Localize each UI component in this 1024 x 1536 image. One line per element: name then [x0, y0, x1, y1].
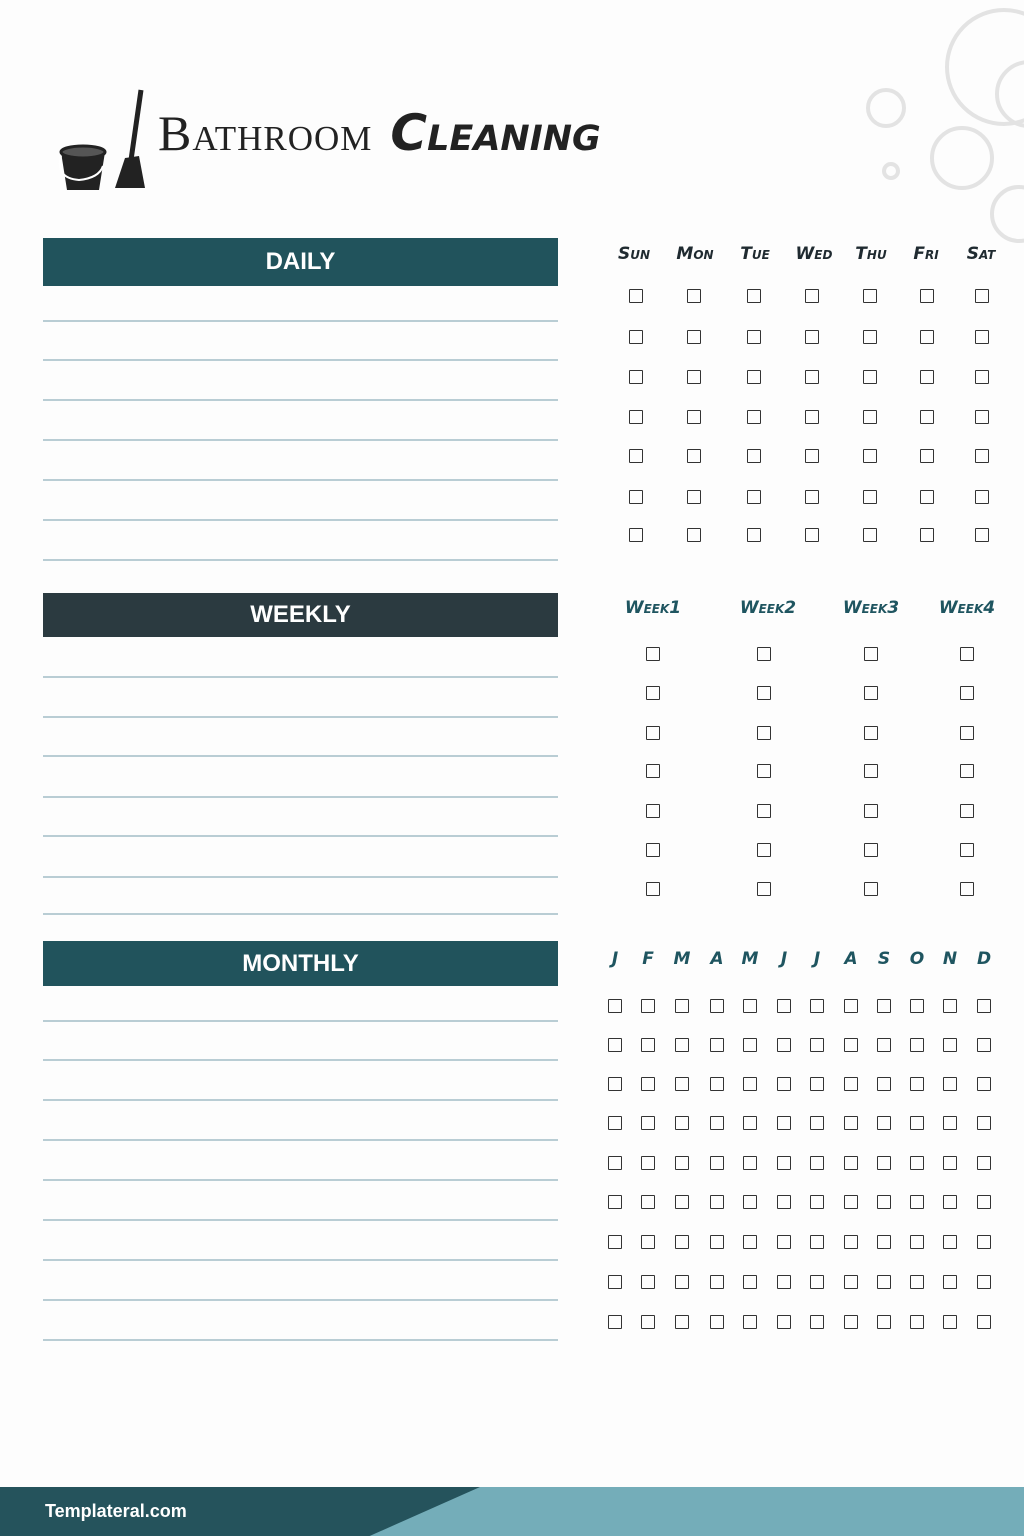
month-checkbox[interactable] [641, 1195, 655, 1209]
month-checkbox[interactable] [608, 1275, 622, 1289]
month-checkbox[interactable] [777, 1195, 791, 1209]
month-checkbox[interactable] [608, 1077, 622, 1091]
month-label: A [710, 949, 724, 969]
writing-line [43, 1139, 558, 1141]
month-checkbox[interactable] [810, 1038, 824, 1052]
month-label: M [741, 949, 759, 969]
day-checkbox[interactable] [805, 490, 819, 504]
month-checkbox[interactable] [743, 1315, 757, 1329]
month-checkbox[interactable] [743, 1235, 757, 1249]
month-checkbox[interactable] [743, 1116, 757, 1130]
writing-line [43, 1339, 558, 1341]
week-checkbox[interactable] [757, 764, 771, 778]
week-checkbox[interactable] [646, 686, 660, 700]
month-checkbox[interactable] [844, 1235, 858, 1249]
month-checkbox[interactable] [943, 999, 957, 1013]
writing-line [43, 796, 558, 798]
month-checkbox[interactable] [641, 1038, 655, 1052]
month-checkbox[interactable] [977, 1156, 991, 1170]
footer-site: Templateral.com [45, 1501, 187, 1521]
week-checkbox[interactable] [960, 804, 974, 818]
writing-line [43, 359, 558, 361]
month-checkbox[interactable] [743, 1038, 757, 1052]
day-checkbox[interactable] [747, 449, 761, 463]
month-checkbox[interactable] [675, 1275, 689, 1289]
month-checkbox[interactable] [608, 1315, 622, 1329]
week-label: Week4 [938, 598, 996, 618]
month-label: J [611, 949, 619, 969]
month-checkbox[interactable] [943, 1315, 957, 1329]
day-checkbox[interactable] [863, 289, 877, 303]
writing-line [43, 1020, 558, 1022]
month-checkbox[interactable] [977, 1315, 991, 1329]
month-checkbox[interactable] [810, 999, 824, 1013]
day-checkbox[interactable] [920, 449, 934, 463]
month-checkbox[interactable] [844, 1315, 858, 1329]
writing-line [43, 479, 558, 481]
day-checkbox[interactable] [975, 528, 989, 542]
title-part-1: Bathroom [158, 105, 373, 161]
day-checkbox[interactable] [687, 528, 701, 542]
month-checkbox[interactable] [977, 1116, 991, 1130]
day-checkbox[interactable] [747, 330, 761, 344]
month-checkbox[interactable] [910, 1077, 924, 1091]
week-checkbox[interactable] [757, 726, 771, 740]
day-checkbox[interactable] [629, 449, 643, 463]
writing-line [43, 399, 558, 401]
week-checkbox[interactable] [646, 647, 660, 661]
month-checkbox[interactable] [810, 1116, 824, 1130]
week-checkbox[interactable] [646, 843, 660, 857]
month-checkbox[interactable] [877, 1235, 891, 1249]
month-checkbox[interactable] [810, 1235, 824, 1249]
writing-line [43, 439, 558, 441]
month-checkbox[interactable] [844, 1275, 858, 1289]
week-checkbox[interactable] [757, 804, 771, 818]
week-label: Week1 [624, 598, 682, 618]
month-checkbox[interactable] [675, 1077, 689, 1091]
month-checkbox[interactable] [608, 1156, 622, 1170]
day-checkbox[interactable] [629, 528, 643, 542]
month-checkbox[interactable] [675, 1116, 689, 1130]
day-checkbox[interactable] [920, 330, 934, 344]
month-checkbox[interactable] [877, 1315, 891, 1329]
month-checkbox[interactable] [910, 1156, 924, 1170]
month-checkbox[interactable] [943, 1235, 957, 1249]
month-checkbox[interactable] [777, 1275, 791, 1289]
day-checkbox[interactable] [629, 490, 643, 504]
month-checkbox[interactable] [675, 1315, 689, 1329]
month-checkbox[interactable] [743, 999, 757, 1013]
month-checkbox[interactable] [710, 1315, 724, 1329]
week-checkbox[interactable] [646, 882, 660, 896]
writing-line [43, 1299, 558, 1301]
month-checkbox[interactable] [675, 1038, 689, 1052]
month-checkbox[interactable] [777, 1116, 791, 1130]
month-checkbox[interactable] [641, 1077, 655, 1091]
day-checkbox[interactable] [687, 410, 701, 424]
month-checkbox[interactable] [943, 1195, 957, 1209]
week-checkbox[interactable] [960, 647, 974, 661]
month-checkbox[interactable] [977, 1275, 991, 1289]
month-checkbox[interactable] [977, 1077, 991, 1091]
day-checkbox[interactable] [920, 370, 934, 384]
month-checkbox[interactable] [777, 1156, 791, 1170]
month-checkbox[interactable] [710, 999, 724, 1013]
day-checkbox[interactable] [920, 289, 934, 303]
month-checkbox[interactable] [810, 1275, 824, 1289]
month-checkbox[interactable] [910, 1315, 924, 1329]
month-checkbox[interactable] [943, 1038, 957, 1052]
month-checkbox[interactable] [844, 1038, 858, 1052]
month-label: A [844, 949, 858, 969]
week-checkbox[interactable] [864, 764, 878, 778]
writing-line [43, 1219, 558, 1221]
day-checkbox[interactable] [687, 289, 701, 303]
month-checkbox[interactable] [710, 1077, 724, 1091]
day-label: Mon [676, 244, 714, 264]
week-checkbox[interactable] [757, 647, 771, 661]
day-checkbox[interactable] [629, 289, 643, 303]
day-checkbox[interactable] [863, 330, 877, 344]
month-label: D [976, 949, 992, 969]
day-checkbox[interactable] [805, 289, 819, 303]
monthly-header: MONTHLY [43, 941, 558, 986]
writing-line [43, 755, 558, 757]
week-checkbox[interactable] [864, 686, 878, 700]
month-checkbox[interactable] [844, 1195, 858, 1209]
week-checkbox[interactable] [757, 686, 771, 700]
writing-line [43, 676, 558, 678]
footer [0, 1487, 1024, 1536]
month-checkbox[interactable] [608, 1116, 622, 1130]
writing-line [43, 1179, 558, 1181]
month-checkbox[interactable] [641, 1156, 655, 1170]
month-checkbox[interactable] [910, 1275, 924, 1289]
month-checkbox[interactable] [641, 1275, 655, 1289]
month-checkbox[interactable] [743, 1195, 757, 1209]
month-checkbox[interactable] [641, 1315, 655, 1329]
writing-line [43, 559, 558, 561]
day-checkbox[interactable] [747, 490, 761, 504]
day-checkbox[interactable] [975, 449, 989, 463]
month-checkbox[interactable] [777, 999, 791, 1013]
month-checkbox[interactable] [810, 1077, 824, 1091]
month-checkbox[interactable] [877, 999, 891, 1013]
month-checkbox[interactable] [777, 1315, 791, 1329]
month-checkbox[interactable] [877, 1038, 891, 1052]
month-checkbox[interactable] [877, 1195, 891, 1209]
week-checkbox[interactable] [960, 686, 974, 700]
month-checkbox[interactable] [910, 1195, 924, 1209]
month-label: N [942, 949, 958, 969]
month-checkbox[interactable] [810, 1315, 824, 1329]
day-checkbox[interactable] [805, 330, 819, 344]
month-checkbox[interactable] [844, 1116, 858, 1130]
day-checkbox[interactable] [747, 410, 761, 424]
week-checkbox[interactable] [960, 764, 974, 778]
week-label: Week2 [739, 598, 797, 618]
day-checkbox[interactable] [863, 449, 877, 463]
month-checkbox[interactable] [844, 999, 858, 1013]
day-checkbox[interactable] [747, 289, 761, 303]
month-checkbox[interactable] [675, 1235, 689, 1249]
month-checkbox[interactable] [943, 1077, 957, 1091]
week-checkbox[interactable] [864, 882, 878, 896]
month-checkbox[interactable] [810, 1195, 824, 1209]
month-checkbox[interactable] [675, 999, 689, 1013]
day-checkbox[interactable] [975, 490, 989, 504]
day-label: Tue [740, 244, 770, 264]
day-label: Fri [913, 244, 939, 264]
month-checkbox[interactable] [710, 1195, 724, 1209]
month-checkbox[interactable] [608, 1235, 622, 1249]
month-checkbox[interactable] [743, 1077, 757, 1091]
month-label: O [909, 949, 925, 969]
weekly-header: WEEKLY [43, 593, 558, 637]
writing-line [43, 716, 558, 718]
day-checkbox[interactable] [629, 370, 643, 384]
day-checkbox[interactable] [805, 528, 819, 542]
month-checkbox[interactable] [910, 1116, 924, 1130]
day-checkbox[interactable] [920, 490, 934, 504]
day-checkbox[interactable] [747, 528, 761, 542]
writing-line [43, 320, 558, 322]
month-checkbox[interactable] [641, 1116, 655, 1130]
week-checkbox[interactable] [864, 726, 878, 740]
week-label: Week3 [842, 598, 900, 618]
day-checkbox[interactable] [805, 410, 819, 424]
day-checkbox[interactable] [975, 410, 989, 424]
week-checkbox[interactable] [646, 764, 660, 778]
day-checkbox[interactable] [863, 410, 877, 424]
month-checkbox[interactable] [710, 1038, 724, 1052]
month-label: S [877, 949, 891, 969]
month-checkbox[interactable] [877, 1275, 891, 1289]
day-checkbox[interactable] [863, 528, 877, 542]
week-checkbox[interactable] [960, 882, 974, 896]
month-checkbox[interactable] [641, 999, 655, 1013]
month-checkbox[interactable] [710, 1156, 724, 1170]
month-checkbox[interactable] [977, 1038, 991, 1052]
week-checkbox[interactable] [960, 843, 974, 857]
daily-header: DAILY [43, 238, 558, 286]
month-checkbox[interactable] [877, 1077, 891, 1091]
writing-line [43, 876, 558, 878]
month-checkbox[interactable] [608, 999, 622, 1013]
month-checkbox[interactable] [943, 1275, 957, 1289]
day-label: Sat [966, 244, 996, 264]
writing-line [43, 1099, 558, 1101]
month-checkbox[interactable] [810, 1156, 824, 1170]
writing-line [43, 913, 558, 915]
month-checkbox[interactable] [877, 1116, 891, 1130]
week-checkbox[interactable] [864, 843, 878, 857]
month-checkbox[interactable] [777, 1235, 791, 1249]
month-checkbox[interactable] [675, 1195, 689, 1209]
day-checkbox[interactable] [805, 449, 819, 463]
month-checkbox[interactable] [675, 1156, 689, 1170]
day-checkbox[interactable] [920, 528, 934, 542]
day-checkbox[interactable] [687, 449, 701, 463]
month-label: F [642, 949, 654, 969]
month-checkbox[interactable] [910, 1235, 924, 1249]
decor-bubble [882, 162, 900, 180]
month-checkbox[interactable] [743, 1156, 757, 1170]
month-checkbox[interactable] [977, 999, 991, 1013]
day-checkbox[interactable] [687, 330, 701, 344]
month-checkbox[interactable] [943, 1116, 957, 1130]
day-label: Thu [855, 244, 887, 264]
day-checkbox[interactable] [920, 410, 934, 424]
week-checkbox[interactable] [646, 804, 660, 818]
month-label: J [780, 949, 788, 969]
day-checkbox[interactable] [687, 490, 701, 504]
month-checkbox[interactable] [641, 1235, 655, 1249]
month-checkbox[interactable] [608, 1195, 622, 1209]
month-checkbox[interactable] [910, 1038, 924, 1052]
month-checkbox[interactable] [743, 1275, 757, 1289]
writing-line [43, 835, 558, 837]
day-label: Sun [617, 244, 651, 264]
month-checkbox[interactable] [777, 1077, 791, 1091]
day-checkbox[interactable] [863, 490, 877, 504]
decor-bubble [930, 126, 994, 190]
month-checkbox[interactable] [844, 1077, 858, 1091]
day-checkbox[interactable] [863, 370, 877, 384]
page-title [158, 104, 601, 162]
month-checkbox[interactable] [777, 1038, 791, 1052]
month-label: M [673, 949, 691, 969]
day-checkbox[interactable] [629, 410, 643, 424]
month-checkbox[interactable] [877, 1156, 891, 1170]
bucket-mop-icon [55, 88, 147, 194]
month-label: J [813, 949, 821, 969]
writing-line [43, 519, 558, 521]
month-checkbox[interactable] [910, 999, 924, 1013]
week-checkbox[interactable] [646, 726, 660, 740]
week-checkbox[interactable] [864, 647, 878, 661]
day-checkbox[interactable] [975, 370, 989, 384]
day-checkbox[interactable] [805, 370, 819, 384]
month-checkbox[interactable] [943, 1156, 957, 1170]
day-checkbox[interactable] [747, 370, 761, 384]
writing-line [43, 1259, 558, 1261]
decor-bubble [866, 88, 906, 128]
month-checkbox[interactable] [608, 1038, 622, 1052]
month-checkbox[interactable] [977, 1195, 991, 1209]
month-checkbox[interactable] [710, 1275, 724, 1289]
month-checkbox[interactable] [844, 1156, 858, 1170]
week-checkbox[interactable] [864, 804, 878, 818]
day-checkbox[interactable] [687, 370, 701, 384]
decor-bubble [990, 185, 1024, 243]
month-checkbox[interactable] [977, 1235, 991, 1249]
day-checkbox[interactable] [975, 289, 989, 303]
title-part-2: Cleaning [390, 104, 601, 162]
month-checkbox[interactable] [710, 1116, 724, 1130]
day-checkbox[interactable] [975, 330, 989, 344]
week-checkbox[interactable] [757, 882, 771, 896]
week-checkbox[interactable] [757, 843, 771, 857]
month-checkbox[interactable] [710, 1235, 724, 1249]
day-checkbox[interactable] [629, 330, 643, 344]
week-checkbox[interactable] [960, 726, 974, 740]
writing-line [43, 1059, 558, 1061]
day-label: Wed [795, 244, 833, 264]
